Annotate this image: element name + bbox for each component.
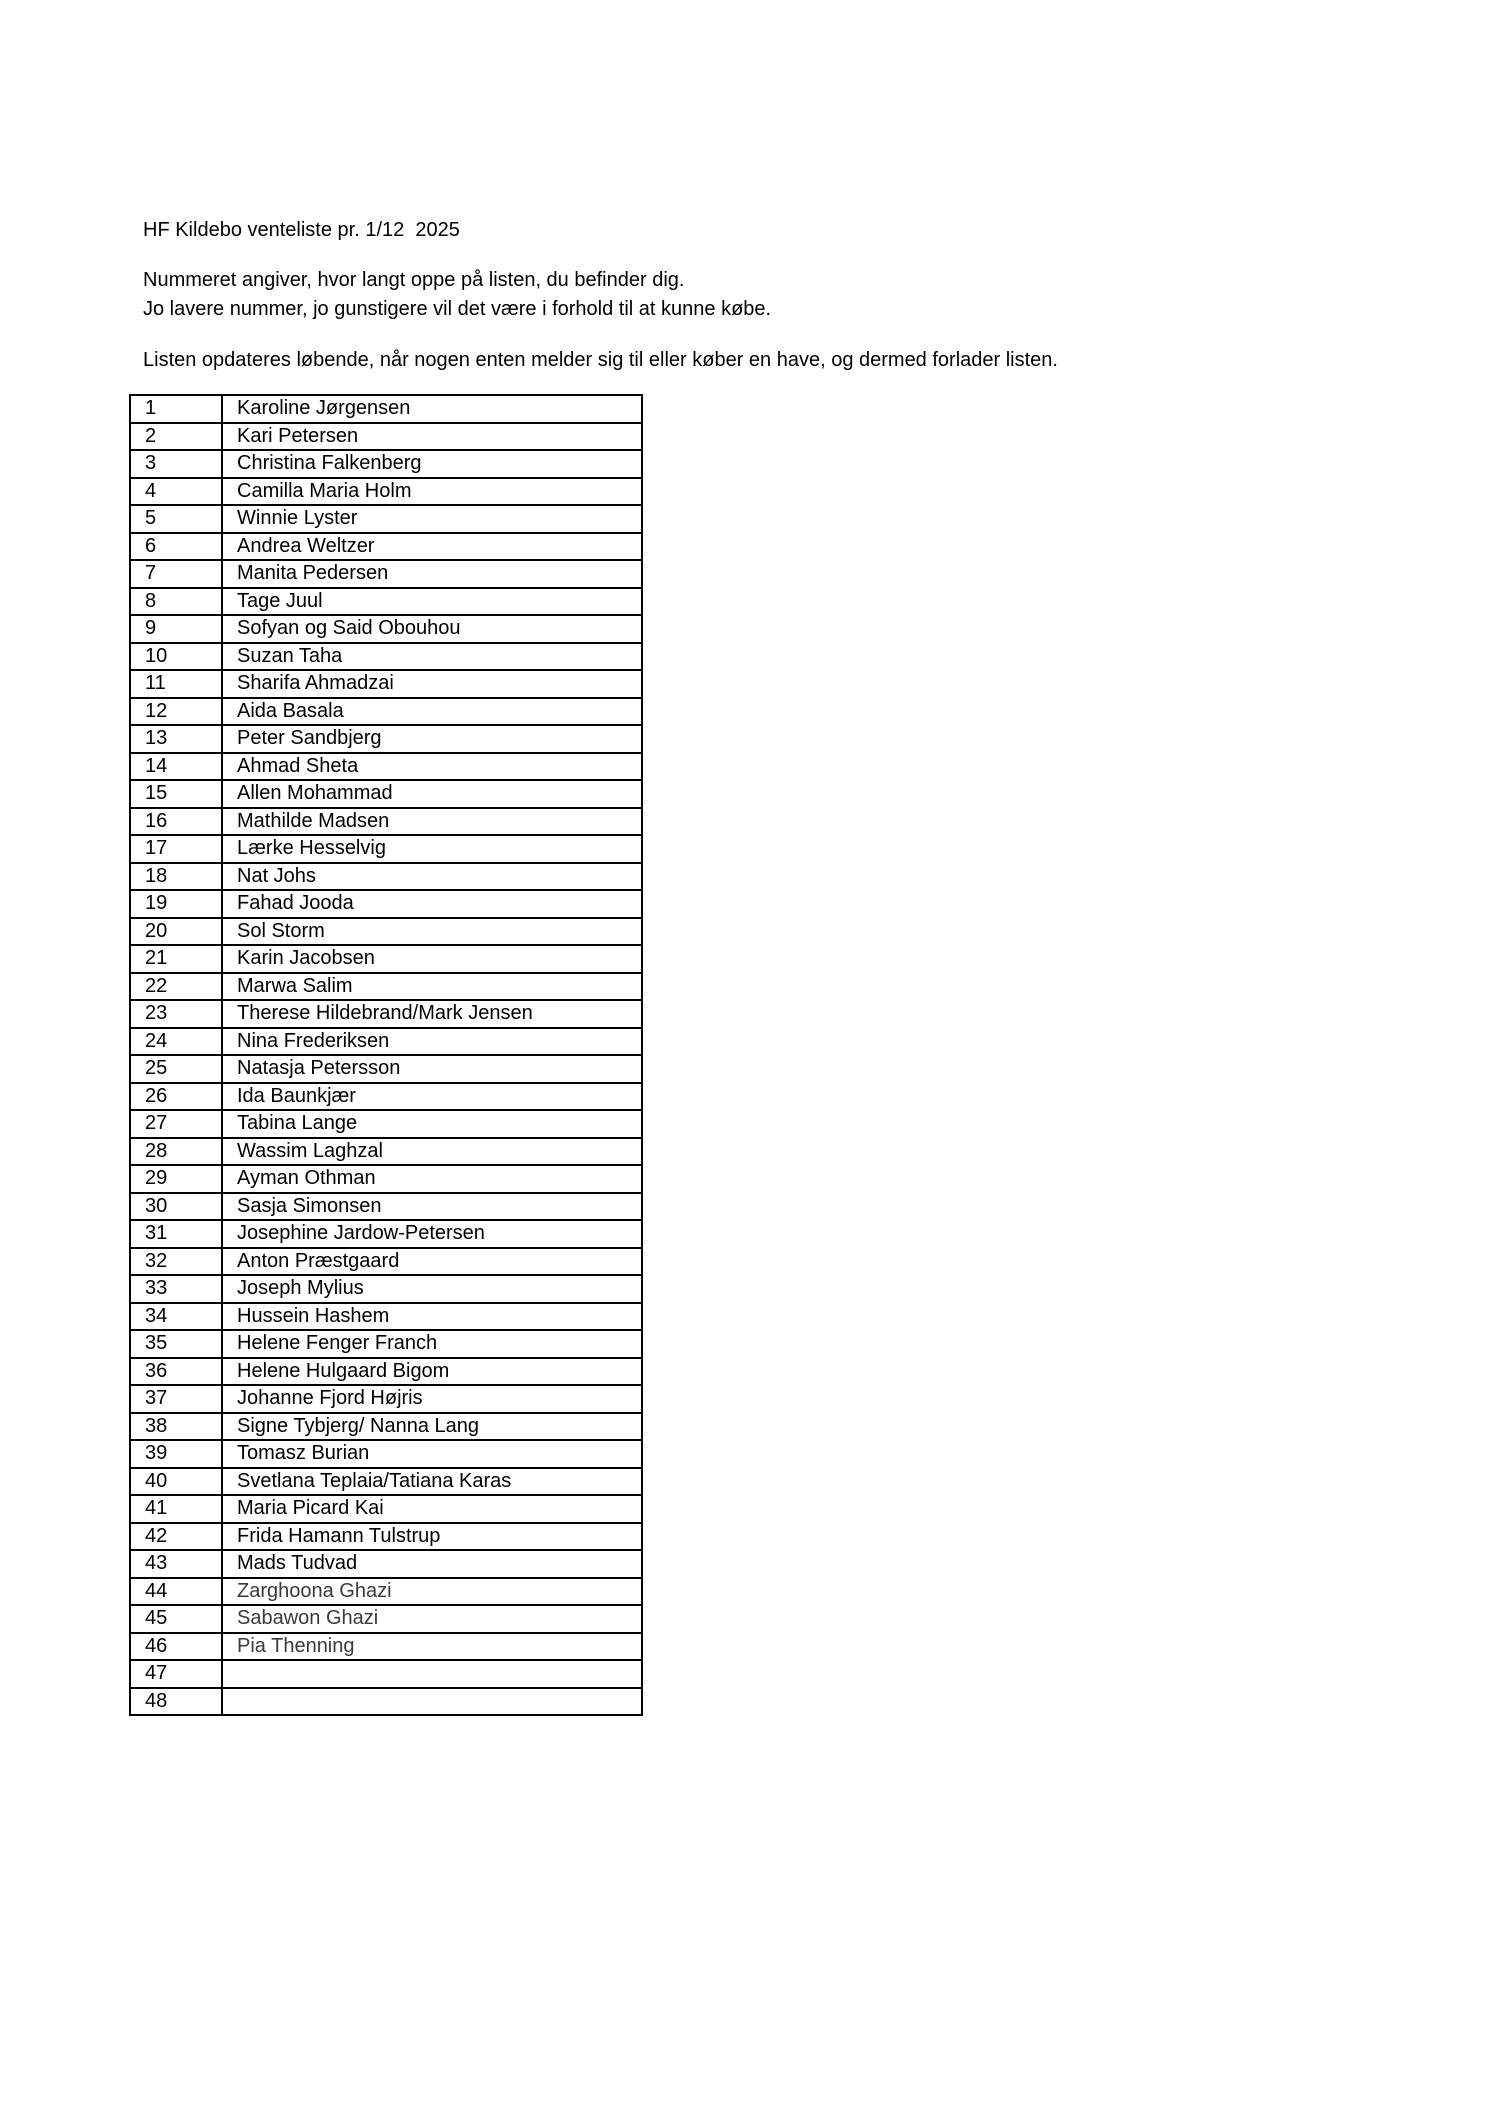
position-number-cell: 43: [130, 1550, 222, 1578]
table-row: [130, 1055, 642, 1083]
waitlist-table: [129, 394, 643, 1716]
applicant-name-cell: Ida Baunkjær: [222, 1083, 642, 1111]
applicant-name-cell: Allen Mohammad: [222, 780, 642, 808]
table-row: [130, 423, 642, 451]
applicant-name-cell: Karin Jacobsen: [222, 945, 642, 973]
position-number-cell: 17: [130, 835, 222, 863]
applicant-name-cell: Therese Hildebrand/Mark Jensen: [222, 1000, 642, 1028]
applicant-name-cell: Mads Tudvad: [222, 1550, 642, 1578]
applicant-name-cell: Johanne Fjord Højris: [222, 1385, 642, 1413]
table-row: [130, 973, 642, 1001]
intro-text-line-1: Nummeret angiver, hvor langt oppe på listen, du befinder dig.: [143, 269, 685, 291]
table-row: [130, 643, 642, 671]
position-number-cell: 23: [130, 1000, 222, 1028]
applicant-name-cell: Christina Falkenberg: [222, 450, 642, 478]
applicant-name-cell: Marwa Salim: [222, 973, 642, 1001]
position-number-cell: 33: [130, 1275, 222, 1303]
position-number-cell: 3: [130, 450, 222, 478]
table-row: [130, 1028, 642, 1056]
applicant-name-cell: Peter Sandbjerg: [222, 725, 642, 753]
position-number-cell: 11: [130, 670, 222, 698]
applicant-name-cell: Tage Juul: [222, 588, 642, 616]
table-row: [130, 1413, 642, 1441]
applicant-name-cell: Sol Storm: [222, 918, 642, 946]
table-row: [130, 1248, 642, 1276]
table-row: [130, 1358, 642, 1386]
table-row: [130, 945, 642, 973]
applicant-name-cell: Joseph Mylius: [222, 1275, 642, 1303]
applicant-name-cell: Karoline Jørgensen: [222, 395, 642, 423]
applicant-name-cell: Tabina Lange: [222, 1110, 642, 1138]
table-row: [130, 780, 642, 808]
position-number-cell: 4: [130, 478, 222, 506]
applicant-name-cell: Fahad Jooda: [222, 890, 642, 918]
position-number-cell: 38: [130, 1413, 222, 1441]
applicant-name-cell: Maria Picard Kai: [222, 1495, 642, 1523]
applicant-name-cell: Signe Tybjerg/ Nanna Lang: [222, 1413, 642, 1441]
position-number-cell: 21: [130, 945, 222, 973]
table-row: [130, 1330, 642, 1358]
table-row: [130, 588, 642, 616]
position-number-cell: 9: [130, 615, 222, 643]
table-row: [130, 1523, 642, 1551]
table-row: [130, 1605, 642, 1633]
table-row: [130, 478, 642, 506]
applicant-name-cell: Kari Petersen: [222, 423, 642, 451]
position-number-cell: 41: [130, 1495, 222, 1523]
position-number-cell: 10: [130, 643, 222, 671]
position-number-cell: 16: [130, 808, 222, 836]
position-number-cell: 6: [130, 533, 222, 561]
position-number-cell: 5: [130, 505, 222, 533]
position-number-cell: 13: [130, 725, 222, 753]
applicant-name-cell: Camilla Maria Holm: [222, 478, 642, 506]
applicant-name-cell: [222, 1688, 642, 1716]
position-number-cell: 29: [130, 1165, 222, 1193]
applicant-name-cell: Andrea Weltzer: [222, 533, 642, 561]
applicant-name-cell: Suzan Taha: [222, 643, 642, 671]
applicant-name-cell: Anton Præstgaard: [222, 1248, 642, 1276]
applicant-name-cell: Mathilde Madsen: [222, 808, 642, 836]
table-row: [130, 835, 642, 863]
applicant-name-cell: Sabawon Ghazi: [222, 1605, 642, 1633]
position-number-cell: 35: [130, 1330, 222, 1358]
position-number-cell: 19: [130, 890, 222, 918]
position-number-cell: 37: [130, 1385, 222, 1413]
applicant-name-cell: Lærke Hesselvig: [222, 835, 642, 863]
position-number-cell: 14: [130, 753, 222, 781]
table-row: [130, 1275, 642, 1303]
applicant-name-cell: Sharifa Ahmadzai: [222, 670, 642, 698]
position-number-cell: 1: [130, 395, 222, 423]
table-row: [130, 1193, 642, 1221]
applicant-name-cell: Frida Hamann Tulstrup: [222, 1523, 642, 1551]
position-number-cell: 47: [130, 1660, 222, 1688]
applicant-name-cell: Manita Pedersen: [222, 560, 642, 588]
table-row: [130, 1165, 642, 1193]
applicant-name-cell: Aida Basala: [222, 698, 642, 726]
position-number-cell: 27: [130, 1110, 222, 1138]
table-row: [130, 698, 642, 726]
table-row: [130, 918, 642, 946]
position-number-cell: 48: [130, 1688, 222, 1716]
position-number-cell: 12: [130, 698, 222, 726]
intro-text-line-2: Jo lavere nummer, jo gunstigere vil det være i forhold til at kunne købe.: [143, 298, 772, 320]
table-row: [130, 1083, 642, 1111]
table-row: [130, 615, 642, 643]
table-row: [130, 1578, 642, 1606]
position-number-cell: 32: [130, 1248, 222, 1276]
table-row: [130, 725, 642, 753]
table-row: [130, 1385, 642, 1413]
position-number-cell: 24: [130, 1028, 222, 1056]
table-row: [130, 1495, 642, 1523]
table-row: [130, 1688, 642, 1716]
applicant-name-cell: Tomasz Burian: [222, 1440, 642, 1468]
table-row: [130, 533, 642, 561]
applicant-name-cell: Wassim Laghzal: [222, 1138, 642, 1166]
applicant-name-cell: Josephine Jardow-Petersen: [222, 1220, 642, 1248]
table-row: [130, 1550, 642, 1578]
document-title: HF Kildebo venteliste pr. 1/12 2025: [143, 219, 460, 241]
table-row: [130, 505, 642, 533]
applicant-name-cell: [222, 1660, 642, 1688]
position-number-cell: 20: [130, 918, 222, 946]
waitlist-table-body: [130, 395, 642, 1715]
applicant-name-cell: Winnie Lyster: [222, 505, 642, 533]
table-row: [130, 1000, 642, 1028]
table-row: [130, 1633, 642, 1661]
position-number-cell: 36: [130, 1358, 222, 1386]
position-number-cell: 28: [130, 1138, 222, 1166]
position-number-cell: 22: [130, 973, 222, 1001]
applicant-name-cell: Zarghoona Ghazi: [222, 1578, 642, 1606]
applicant-name-cell: Nat Johs: [222, 863, 642, 891]
applicant-name-cell: Natasja Petersson: [222, 1055, 642, 1083]
table-row: [130, 753, 642, 781]
applicant-name-cell: Nina Frederiksen: [222, 1028, 642, 1056]
position-number-cell: 45: [130, 1605, 222, 1633]
position-number-cell: 31: [130, 1220, 222, 1248]
table-row: [130, 1440, 642, 1468]
applicant-name-cell: Sasja Simonsen: [222, 1193, 642, 1221]
table-row: [130, 450, 642, 478]
applicant-name-cell: Helene Hulgaard Bigom: [222, 1358, 642, 1386]
table-row: [130, 808, 642, 836]
position-number-cell: 2: [130, 423, 222, 451]
table-row: [130, 1303, 642, 1331]
table-row: [130, 1220, 642, 1248]
position-number-cell: 40: [130, 1468, 222, 1496]
position-number-cell: 42: [130, 1523, 222, 1551]
position-number-cell: 46: [130, 1633, 222, 1661]
position-number-cell: 26: [130, 1083, 222, 1111]
update-note: Listen opdateres løbende, når nogen enten melder sig til eller køber en have, og dermed forlader listen.: [143, 349, 1058, 371]
table-row: [130, 1110, 642, 1138]
position-number-cell: 8: [130, 588, 222, 616]
applicant-name-cell: Helene Fenger Franch: [222, 1330, 642, 1358]
table-row: [130, 560, 642, 588]
position-number-cell: 15: [130, 780, 222, 808]
position-number-cell: 18: [130, 863, 222, 891]
table-row: [130, 890, 642, 918]
table-row: [130, 670, 642, 698]
applicant-name-cell: Svetlana Teplaia/Tatiana Karas: [222, 1468, 642, 1496]
applicant-name-cell: Pia Thenning: [222, 1633, 642, 1661]
position-number-cell: 39: [130, 1440, 222, 1468]
applicant-name-cell: Ayman Othman: [222, 1165, 642, 1193]
table-row: [130, 1660, 642, 1688]
table-row: [130, 395, 642, 423]
applicant-name-cell: Ahmad Sheta: [222, 753, 642, 781]
table-row: [130, 1468, 642, 1496]
table-row: [130, 863, 642, 891]
position-number-cell: 34: [130, 1303, 222, 1331]
position-number-cell: 7: [130, 560, 222, 588]
position-number-cell: 25: [130, 1055, 222, 1083]
applicant-name-cell: Sofyan og Said Obouhou: [222, 615, 642, 643]
position-number-cell: 30: [130, 1193, 222, 1221]
applicant-name-cell: Hussein Hashem: [222, 1303, 642, 1331]
table-row: [130, 1138, 642, 1166]
position-number-cell: 44: [130, 1578, 222, 1606]
